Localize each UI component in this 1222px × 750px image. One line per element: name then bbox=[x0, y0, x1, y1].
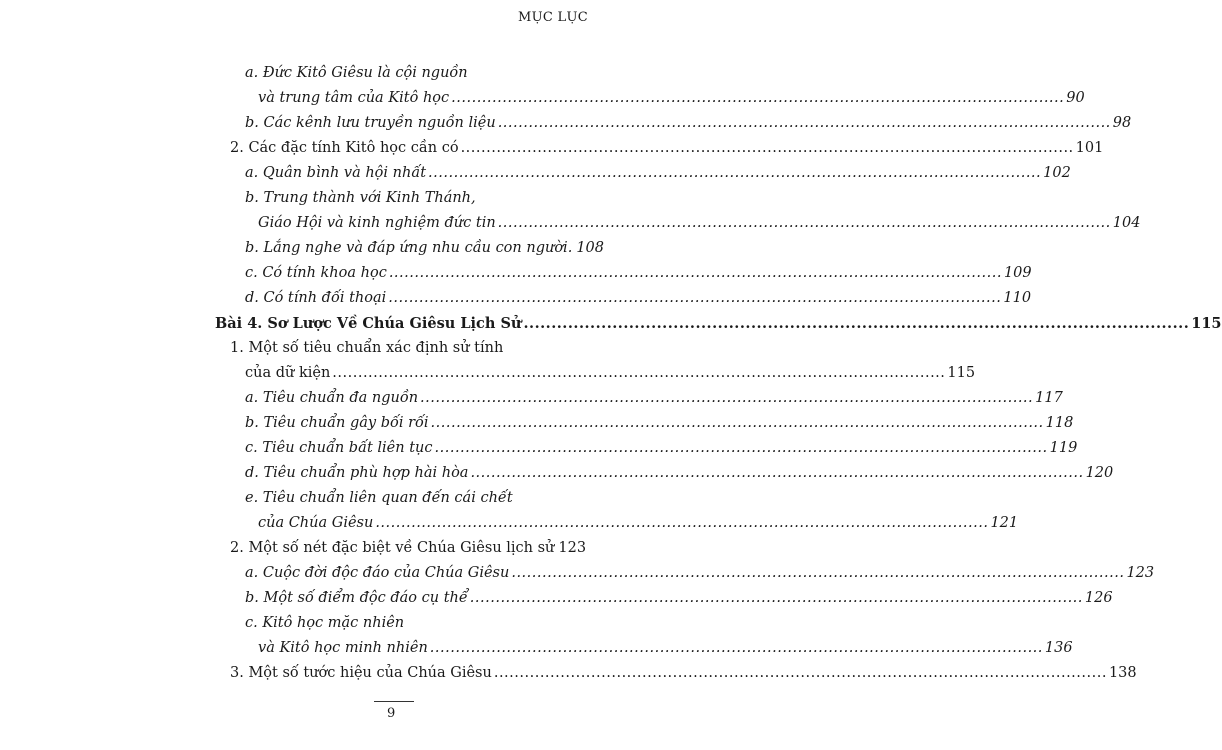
toc-page-number: 115 bbox=[1191, 314, 1222, 332]
toc-entry bbox=[245, 586, 1113, 610]
toc-entry-label: và Kitô học minh nhiên bbox=[258, 640, 428, 656]
running-header: MỤC LỤC bbox=[518, 10, 588, 25]
toc-page-number: 136 bbox=[1044, 640, 1073, 656]
toc-entry bbox=[245, 436, 1078, 460]
toc-chapter-entry bbox=[215, 311, 1222, 335]
toc-entry bbox=[230, 136, 1104, 160]
toc-entry-label: của dữ kiện bbox=[245, 365, 331, 381]
dot-leader bbox=[420, 390, 1033, 406]
toc-entry bbox=[258, 636, 1073, 660]
toc-entry bbox=[245, 486, 586, 510]
toc-page-number: 123 bbox=[558, 540, 587, 556]
toc-page-number: 98 bbox=[1112, 115, 1132, 131]
dot-leader bbox=[461, 140, 1074, 156]
dot-leader bbox=[498, 215, 1111, 231]
dot-leader bbox=[389, 265, 1002, 281]
toc-entry bbox=[245, 411, 1074, 435]
toc-entry bbox=[245, 186, 586, 210]
toc-entry-label: c. Tiêu chuẩn bất liên tục bbox=[245, 440, 433, 456]
page-number: 9 bbox=[387, 706, 396, 721]
toc-entry bbox=[258, 86, 1085, 110]
toc-entry bbox=[258, 211, 1141, 235]
toc-entry-label: a. Quân bình và hội nhất bbox=[245, 165, 427, 181]
toc-entry bbox=[230, 536, 586, 560]
toc-entry-label: 2. Các đặc tính Kitô học cần có bbox=[230, 140, 459, 156]
toc-entry-label: của Chúa Giêsu bbox=[258, 515, 374, 531]
toc-entry-label: 3. Một số tước hiệu của Chúa Giêsu bbox=[230, 665, 492, 681]
toc-page-number: 90 bbox=[1066, 90, 1085, 106]
toc-entry-label: 2. Một số nét đặc biệt về Chúa Giêsu lịch sử bbox=[230, 540, 555, 556]
toc-entry-label: d. Tiêu chuẩn phù hợp hài hòa bbox=[245, 465, 469, 481]
toc-entry bbox=[245, 111, 1132, 135]
dot-leader bbox=[523, 315, 1189, 332]
toc-entry-label: 1. Một số tiêu chuẩn xác định sử tính bbox=[230, 340, 504, 356]
toc-entry-label: a. Tiêu chuẩn đa nguồn bbox=[245, 390, 419, 406]
toc-entry bbox=[245, 561, 1155, 585]
toc-entry bbox=[230, 661, 1137, 685]
toc-entry-label: b. Lắng nghe và đáp ứng nhu cầu con người. bbox=[245, 240, 573, 256]
toc-entry-label: d. Có tính đối thoại bbox=[245, 290, 387, 306]
toc-entry bbox=[258, 511, 1019, 535]
dot-leader bbox=[511, 565, 1124, 581]
toc-page-number: 121 bbox=[990, 515, 1019, 531]
toc-page-number: 138 bbox=[1108, 665, 1137, 681]
toc-page-number: 110 bbox=[1003, 290, 1032, 306]
dot-leader bbox=[435, 440, 1048, 456]
toc-entry bbox=[230, 336, 586, 360]
toc-page-number: 120 bbox=[1085, 465, 1114, 481]
toc-entry-label: a. Đức Kitô Giêsu là cội nguồn bbox=[245, 65, 468, 81]
dot-leader bbox=[388, 290, 1001, 306]
toc-page-number: 126 bbox=[1084, 590, 1113, 606]
toc-entry-label: b. Trung thành với Kinh Thánh, bbox=[245, 190, 476, 206]
toc-entry bbox=[245, 161, 1071, 185]
toc-entry-label: c. Kitô học mặc nhiên bbox=[245, 615, 405, 631]
toc-page-number: 118 bbox=[1045, 415, 1074, 431]
toc-page-number: 119 bbox=[1049, 440, 1078, 456]
toc-page-number: 115 bbox=[947, 365, 976, 381]
toc-entry bbox=[245, 461, 1114, 485]
toc-entry-label: Giáo Hội và kinh nghiệm đức tin bbox=[258, 215, 496, 231]
toc-entry-label: Bài 4. Sơ Lược Về Chúa Giêsu Lịch Sử bbox=[215, 314, 522, 332]
toc-entry-label: b. Các kênh lưu truyền nguồn liệu bbox=[245, 115, 496, 131]
toc-entry bbox=[245, 286, 1032, 310]
toc-entry-label: và trung tâm của Kitô học bbox=[258, 90, 450, 106]
dot-leader bbox=[430, 640, 1043, 656]
toc-page-number: 101 bbox=[1075, 140, 1104, 156]
toc-entry bbox=[245, 611, 586, 635]
toc-page-number: 109 bbox=[1003, 265, 1032, 281]
toc-page-number: 108 bbox=[576, 240, 604, 256]
toc-entry-label: a. Cuộc đời độc đáo của Chúa Giêsu bbox=[245, 565, 510, 581]
toc-entry-label: b. Một số điểm độc đáo cụ thể bbox=[245, 590, 468, 606]
dot-leader bbox=[498, 115, 1111, 131]
footer-rule bbox=[374, 701, 414, 702]
toc-entry-label: e. Tiêu chuẩn liên quan đến cái chết bbox=[245, 490, 513, 506]
dot-leader bbox=[332, 365, 945, 381]
toc-entry bbox=[245, 61, 586, 85]
toc-entry-label: b. Tiêu chuẩn gây bối rối bbox=[245, 415, 429, 431]
toc-page-number: 104 bbox=[1112, 215, 1141, 231]
dot-leader bbox=[375, 515, 988, 531]
dot-leader bbox=[431, 415, 1044, 431]
dot-leader bbox=[428, 165, 1041, 181]
dot-leader bbox=[470, 590, 1083, 606]
dot-leader bbox=[451, 90, 1064, 106]
toc-page-number: 102 bbox=[1043, 165, 1071, 181]
toc-entry bbox=[245, 236, 604, 260]
dot-leader bbox=[494, 665, 1107, 681]
toc-entry-label: c. Có tính khoa học bbox=[245, 265, 387, 281]
toc-entry bbox=[245, 386, 1063, 410]
toc-entry bbox=[245, 361, 976, 385]
toc-entry bbox=[245, 261, 1032, 285]
toc-page-number: 117 bbox=[1035, 390, 1063, 406]
dot-leader bbox=[470, 465, 1083, 481]
toc-page-number: 123 bbox=[1126, 565, 1155, 581]
